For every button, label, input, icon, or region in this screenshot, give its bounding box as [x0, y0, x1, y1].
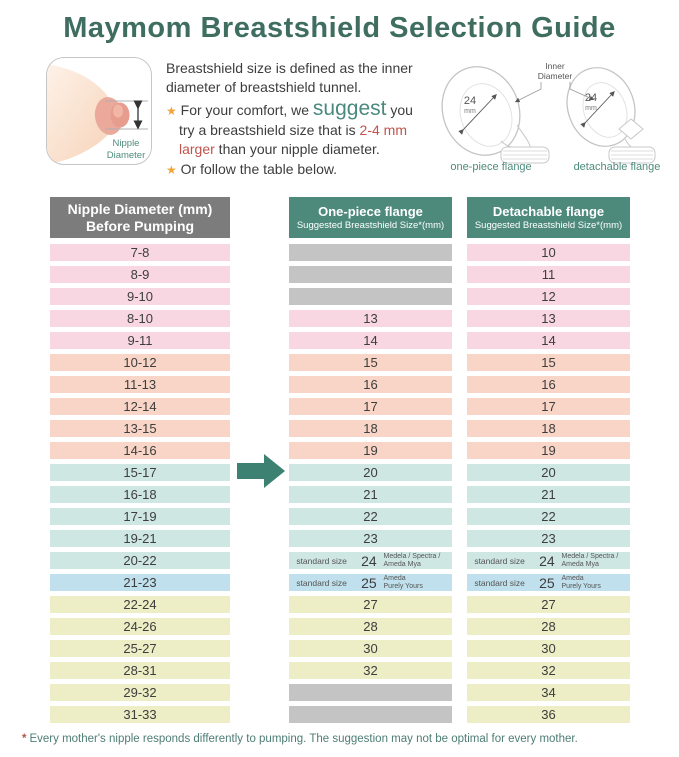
table-row — [50, 244, 679, 261]
one-piece-cell: 19 — [289, 442, 452, 459]
detachable-cell: 18 — [467, 420, 630, 437]
asterisk-icon: * — [22, 733, 27, 745]
table-row — [50, 530, 679, 547]
one-piece-cell — [289, 288, 452, 305]
size-value: 24 — [539, 552, 555, 569]
table-row — [50, 376, 679, 393]
nipple-range-cell: 22-24 — [50, 596, 230, 613]
svg-text:Inner: Inner — [545, 61, 565, 71]
one-piece-cell: 21 — [289, 486, 452, 503]
detachable-cell: 30 — [467, 640, 630, 657]
table-row — [50, 640, 679, 657]
brand-names — [384, 553, 452, 569]
brand-line: Ameda — [561, 574, 584, 582]
brand-names — [562, 553, 630, 569]
one-piece-cell — [289, 574, 452, 591]
svg-text:24: 24 — [584, 92, 598, 104]
brand-line: Medela / Spectra / — [383, 552, 441, 560]
standard-size-label: standard size — [474, 555, 525, 566]
one-piece-cell: 17 — [289, 398, 452, 415]
one-piece-cell: 28 — [289, 618, 452, 635]
detachable-cell: 15 — [467, 354, 630, 371]
detachable-cell — [467, 552, 630, 569]
svg-text:mm: mm — [585, 105, 597, 112]
info-bullet-2: ★ Or follow the table below. — [166, 161, 338, 177]
size-value: 25 — [361, 574, 377, 591]
detachable-cell: 16 — [467, 376, 630, 393]
detachable-cell: 28 — [467, 618, 630, 635]
one-piece-cell: 18 — [289, 420, 452, 437]
one-piece-cell: 22 — [289, 508, 452, 525]
table-row — [50, 486, 679, 503]
table-row — [50, 574, 679, 591]
nipple-range-cell: 9-10 — [50, 288, 230, 305]
nipple-range-cell: 14-16 — [50, 442, 230, 459]
detachable-cell: 11 — [467, 266, 630, 283]
table-row — [50, 706, 679, 723]
header-one-piece-flange: One-piece flange Suggested Breastshield Size*(mm) — [289, 197, 452, 238]
nipple-range-cell: 21-23 — [50, 574, 230, 591]
table-row — [50, 420, 679, 437]
nipple-diameter-illustration — [46, 57, 152, 165]
selection-table — [0, 197, 679, 723]
one-piece-cell: 30 — [289, 640, 452, 657]
nipple-range-cell: 17-19 — [50, 508, 230, 525]
info-bullet-1: ★ For your comfort, we suggest you try a breastshield size that is 2-4 mm larger than your nipple diameter. — [166, 97, 413, 157]
detachable-cell: 36 — [467, 706, 630, 723]
flange-diagram — [429, 59, 679, 173]
detachable-cell: 27 — [467, 596, 630, 613]
one-piece-cell: 15 — [289, 354, 452, 371]
nipple-range-cell: 13-15 — [50, 420, 230, 437]
detachable-cell: 12 — [467, 288, 630, 305]
header-nipple-diameter: Nipple Diameter (mm) Before Pumping — [50, 197, 230, 238]
brand-line: Ameda Mya — [561, 560, 599, 568]
detachable-cell: 21 — [467, 486, 630, 503]
nipple-range-cell: 12-14 — [50, 398, 230, 415]
nipple-range-cell: 11-13 — [50, 376, 230, 393]
nipple-range-cell: 31-33 — [50, 706, 230, 723]
nipple-range-cell: 25-27 — [50, 640, 230, 657]
brand-line: Ameda Mya — [383, 560, 421, 568]
one-piece-cell: 14 — [289, 332, 452, 349]
nipple-range-cell: 24-26 — [50, 618, 230, 635]
table-row — [50, 266, 679, 283]
nipple-range-cell: 9-11 — [50, 332, 230, 349]
info-line-1: Breastshield size is defined as the inner diameter of breastshield tunnel. — [166, 60, 413, 95]
brand-names — [562, 575, 630, 591]
detachable-cell: 19 — [467, 442, 630, 459]
detachable-cell: 20 — [467, 464, 630, 481]
svg-text:Diameter: Diameter — [537, 71, 573, 81]
nipple-range-cell: 16-18 — [50, 486, 230, 503]
detachable-cell: 17 — [467, 398, 630, 415]
one-piece-cell — [289, 244, 452, 261]
page-title: Maymom Breastshield Selection Guide — [63, 12, 616, 44]
brand-line: Ameda — [383, 574, 406, 582]
svg-text:24: 24 — [463, 95, 477, 107]
footnote: * Every mother's nipple responds differently to pumping. The suggestion may not be optimal for every mother. — [22, 733, 578, 745]
nipple-range-cell: 7-8 — [50, 244, 230, 261]
header-detachable-flange: Detachable flange Suggested Breastshield Size*(mm) — [467, 197, 630, 238]
standard-size-label: standard size — [296, 555, 347, 566]
table-row — [50, 398, 679, 415]
one-piece-cell — [289, 684, 452, 701]
table-row — [50, 442, 679, 459]
table-rows — [50, 244, 679, 723]
info-text — [166, 59, 427, 181]
table-row — [50, 464, 679, 481]
one-piece-cell: 23 — [289, 530, 452, 547]
detachable-cell: 13 — [467, 310, 630, 327]
size-value: 24 — [361, 552, 377, 569]
table-row — [50, 596, 679, 613]
table-header-row — [50, 197, 679, 238]
info-section — [46, 57, 679, 181]
table-row — [50, 662, 679, 679]
nipple-range-cell: 29-32 — [50, 684, 230, 701]
nipple-range-cell: 8-10 — [50, 310, 230, 327]
brand-line: Purely Yours — [383, 582, 423, 590]
table-row — [50, 684, 679, 701]
one-piece-cell: 16 — [289, 376, 452, 393]
svg-text:mm: mm — [464, 108, 476, 115]
table-row — [50, 310, 679, 327]
brand-line: Medela / Spectra / — [561, 552, 619, 560]
one-piece-cell — [289, 266, 452, 283]
one-piece-cell — [289, 706, 452, 723]
star-icon: ★ — [166, 163, 177, 177]
selection-guide-page — [0, 12, 679, 757]
detachable-cell — [467, 574, 630, 591]
one-piece-cell — [289, 552, 452, 569]
star-icon: ★ — [166, 104, 177, 118]
one-piece-cell: 32 — [289, 662, 452, 679]
one-piece-flange-illustration — [430, 59, 549, 166]
detachable-cell: 10 — [467, 244, 630, 261]
table-row — [50, 288, 679, 305]
one-piece-cell: 20 — [289, 464, 452, 481]
size-value: 25 — [539, 574, 555, 591]
detachable-cell: 22 — [467, 508, 630, 525]
one-piece-cell: 13 — [289, 310, 452, 327]
nipple-range-cell: 10-12 — [50, 354, 230, 371]
breast-illustration — [47, 58, 151, 164]
one-piece-cell: 27 — [289, 596, 452, 613]
nipple-range-cell: 20-22 — [50, 552, 230, 569]
table-row — [50, 618, 679, 635]
brand-names — [384, 575, 452, 591]
table-row — [50, 508, 679, 525]
standard-size-label: standard size — [296, 577, 347, 588]
detachable-cell: 23 — [467, 530, 630, 547]
nipple-range-cell: 15-17 — [50, 464, 230, 481]
table-row — [50, 552, 679, 569]
brand-line: Purely Yours — [561, 582, 601, 590]
nipple-label-line1: Nipple — [112, 138, 140, 149]
table-row — [50, 332, 679, 349]
detachable-cell: 32 — [467, 662, 630, 679]
suggest-emphasis: suggest — [312, 97, 387, 120]
arrow-right-icon — [237, 454, 285, 488]
table-row — [50, 354, 679, 371]
detachable-cell: 14 — [467, 332, 630, 349]
nipple-range-cell: 8-9 — [50, 266, 230, 283]
detachable-flange-caption: detachable flange — [573, 161, 661, 173]
size-range-emphasis: 2-4 mm larger — [179, 122, 407, 157]
detachable-cell: 34 — [467, 684, 630, 701]
nipple-range-cell: 19-21 — [50, 530, 230, 547]
nipple-label-line2: Diameter — [106, 150, 146, 161]
standard-size-label: standard size — [474, 577, 525, 588]
flange-illustrations — [429, 59, 679, 178]
one-piece-flange-caption: one-piece flange — [450, 161, 532, 173]
nipple-range-cell: 28-31 — [50, 662, 230, 679]
